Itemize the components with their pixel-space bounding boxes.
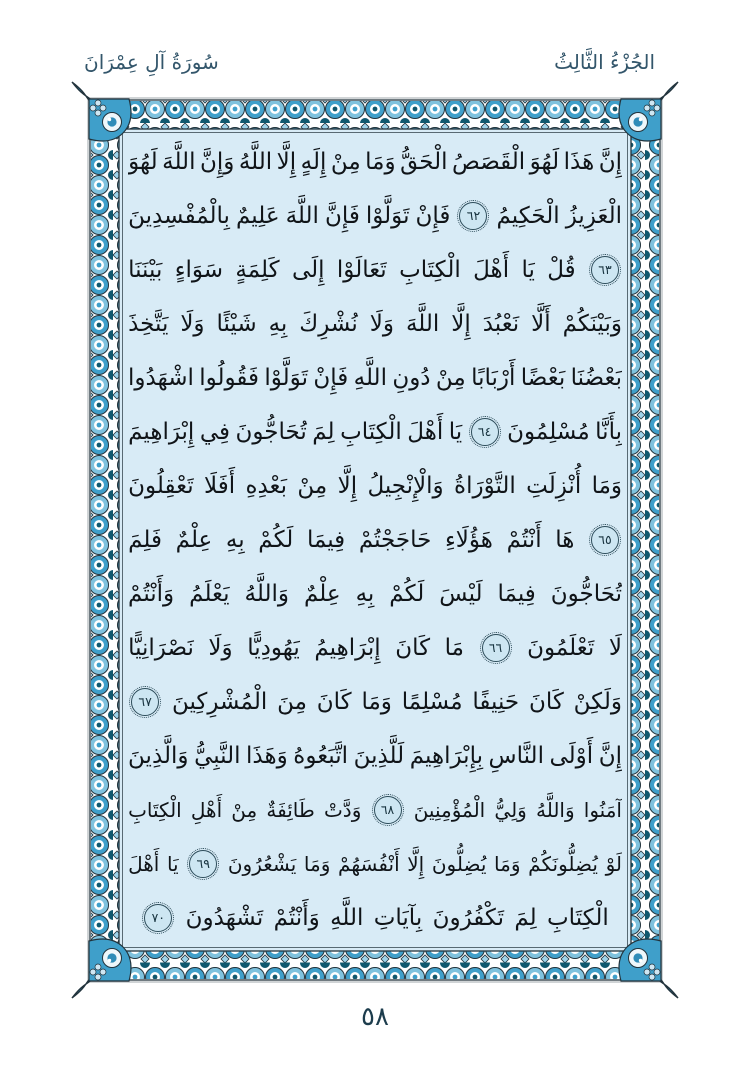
quran-line bbox=[128, 406, 622, 458]
ayah-text: وَهَذَا bbox=[246, 743, 288, 769]
ayah-text: وَأَنْتُمْ bbox=[273, 905, 320, 931]
ayah-text: اللَّهُ bbox=[238, 149, 273, 175]
quran-line bbox=[128, 892, 622, 944]
ayah-text: الْكِتَابِ bbox=[399, 257, 461, 283]
ayah-text: مُسْلِمًا bbox=[401, 689, 463, 715]
ayah-text: بِهِ bbox=[225, 527, 245, 553]
ayah-text: وَلَا bbox=[180, 311, 205, 337]
ayah-text: الْمُؤْمِنِينَ bbox=[413, 798, 486, 822]
quran-line bbox=[128, 298, 622, 350]
ayah-text: أَفَلَا bbox=[203, 473, 236, 499]
ayah-text: فَإِنَّ bbox=[324, 203, 360, 229]
ayah-text: هَؤُلَاءِ bbox=[444, 527, 493, 553]
ayah-text: كَانَ bbox=[395, 635, 431, 661]
ayah-text: إِنَّ bbox=[598, 743, 622, 769]
ayah-text: أَهْلَ bbox=[473, 257, 510, 283]
ayah-text: تُحَاجُّونَ bbox=[235, 419, 307, 445]
header-juz-label: الجُزْءُ الثَّالِثُ bbox=[554, 50, 655, 74]
ayah-text: يُضِلُّونَكُمْ bbox=[528, 852, 598, 876]
ayah-marker bbox=[131, 688, 159, 716]
ayah-text: بِآيَاتِ bbox=[373, 905, 423, 931]
ayah-text: وَلَكِنْ bbox=[573, 689, 622, 715]
ayah-marker bbox=[189, 850, 217, 878]
ayah-text: الْقَصَصُ bbox=[452, 149, 526, 175]
ayah-text: أَهْلِ bbox=[190, 798, 223, 822]
ayah-text: التَّوْرَاةُ bbox=[454, 473, 516, 499]
ayah-text: لَهُوَ bbox=[128, 149, 158, 175]
quran-line bbox=[128, 622, 622, 674]
ayah-text: مِنْ bbox=[330, 149, 361, 175]
ayah-text: لَكُمْ bbox=[258, 527, 294, 553]
ayah-text: اللَّهَ bbox=[405, 311, 440, 337]
ayah-text: فِيمَا bbox=[497, 581, 536, 607]
ayah-text: وَإِنَّ bbox=[199, 149, 235, 175]
ayah-text: لِمَ bbox=[312, 419, 335, 445]
ayah-text: تَعْلَمُونَ bbox=[527, 635, 595, 661]
ayah-text: لَهُوَ bbox=[529, 149, 560, 175]
ayah-text: أَلَّا bbox=[531, 311, 551, 337]
ayah-text: وَلَا bbox=[369, 311, 395, 337]
ayah-text: نُشْرِكَ bbox=[299, 311, 358, 337]
ayah-text: تَوَلَّوْا bbox=[264, 365, 308, 391]
ayah-number: ٧٠ bbox=[151, 909, 165, 925]
ayah-text: فِيمَا bbox=[306, 527, 346, 553]
ayah-marker bbox=[482, 634, 510, 662]
ayah-text: بِالْمُفْسِدِينَ bbox=[128, 203, 230, 229]
ayah-marker bbox=[459, 202, 487, 230]
ayah-text: فَقُولُوا bbox=[199, 365, 260, 391]
ayah-text: إِبْرَاهِيمَ bbox=[128, 419, 195, 445]
ayah-text: وَاللَّهُ bbox=[244, 581, 289, 607]
ayah-text: يُضِلُّونَ bbox=[431, 852, 487, 876]
ayah-text: تَعَالَوْا bbox=[336, 257, 387, 283]
ayah-text: حَاجَجْتُمْ bbox=[358, 527, 432, 553]
ayah-number: ٦٧ bbox=[138, 693, 152, 709]
ayah-text: اشْهَدُوا bbox=[128, 365, 194, 391]
ayah-text: بِأَنَّا bbox=[595, 419, 622, 445]
quran-line bbox=[128, 136, 622, 188]
quran-line bbox=[128, 730, 622, 782]
mushaf-text-panel bbox=[119, 129, 631, 951]
ayah-text: نَصْرَانِيًّا bbox=[128, 635, 194, 661]
ayah-text: الْحَكِيمُ bbox=[496, 203, 560, 229]
quran-line bbox=[128, 352, 622, 404]
ayah-text: مِنْ bbox=[231, 798, 258, 822]
ayah-number: ٦٢ bbox=[466, 207, 481, 223]
ayah-text: اللَّهِ bbox=[330, 905, 364, 931]
ayah-text: أُنْزِلَتِ bbox=[526, 473, 582, 499]
ayah-text: وَالَّذِينَ bbox=[128, 743, 189, 769]
ayah-text: بَيْنَنَا bbox=[128, 257, 163, 283]
ayah-text: مِنْ bbox=[435, 365, 466, 391]
ayah-text: إِلَّا bbox=[451, 311, 471, 337]
ayah-text: إِنَّ bbox=[598, 149, 622, 175]
ayah-text: إِلَّا bbox=[276, 149, 297, 175]
ayah-text: وَلِيُّ bbox=[494, 798, 527, 822]
ayah-text: وَلَا bbox=[208, 635, 233, 661]
ayah-text: تَكْفُرُونَ bbox=[432, 905, 505, 931]
ayah-text: وَمَا bbox=[494, 852, 521, 876]
ayah-text: هَا bbox=[555, 527, 575, 553]
ayah-text: الْحَقُّ bbox=[400, 149, 448, 175]
ayah-text: كَانَ bbox=[528, 689, 564, 715]
ayah-text: فَلِمَ bbox=[128, 527, 163, 553]
header-surah-label: سُورَةُ آلِ عِمْرَانَ bbox=[84, 50, 219, 74]
ayah-marker bbox=[591, 526, 619, 554]
ayah-text: إِبْرَاهِيمُ bbox=[314, 635, 381, 661]
ayah-text: بِهِ bbox=[355, 581, 375, 607]
ayah-text: وَأَنْتُمْ bbox=[128, 581, 175, 607]
ayah-text: مُسْلِمُونَ bbox=[507, 419, 590, 445]
ayah-text: كَلِمَةٍ bbox=[235, 257, 280, 283]
ayah-text: الْمُشْرِكِينَ bbox=[171, 689, 268, 715]
ayah-text: إِلَى bbox=[291, 257, 325, 283]
ayah-text: اللَّهَ bbox=[162, 149, 196, 175]
ayah-text: فَإِنْ bbox=[313, 365, 349, 391]
ayah-text: اللَّهَ bbox=[285, 203, 319, 229]
ayah-text: وَمَا bbox=[591, 473, 622, 499]
ayah-text: الْعَزِيزُ bbox=[565, 203, 622, 229]
ayah-text: أَنْفُسَهُمْ bbox=[338, 852, 400, 876]
ayah-text: وَمَا bbox=[365, 149, 396, 175]
ayah-text: وَمَا bbox=[303, 852, 331, 876]
ayah-text: قُلْ bbox=[547, 257, 576, 283]
ayah-text: بَعْدِهِ bbox=[245, 473, 288, 499]
ayah-text: يَهُودِيًّا bbox=[247, 635, 300, 661]
ayah-text: سَوَاءٍ bbox=[174, 257, 224, 283]
quran-line bbox=[128, 514, 622, 566]
ayah-number: ٦٥ bbox=[598, 531, 612, 547]
ayah-text: كَانَ bbox=[316, 689, 352, 715]
ayah-text: آمَنُوا bbox=[583, 798, 622, 822]
ayah-text: فَإِنْ bbox=[415, 203, 451, 229]
ayah-text: لِمَ bbox=[514, 905, 537, 931]
ayah-text: لَيْسَ bbox=[439, 581, 483, 607]
ayah-text: لَا bbox=[608, 635, 622, 661]
ayah-number: ٦٤ bbox=[477, 423, 492, 439]
ayah-marker bbox=[144, 904, 172, 932]
quran-line bbox=[128, 244, 622, 296]
ayah-text: نَعْبُدَ bbox=[482, 311, 520, 337]
ayah-text: هَذَا bbox=[563, 149, 595, 175]
ayah-text: لَكُمْ bbox=[389, 581, 425, 607]
ayah-text: اتَّبَعُوهُ bbox=[293, 743, 349, 769]
ayah-text: مِنْ bbox=[297, 473, 328, 499]
ayah-text: الْكِتَابِ bbox=[340, 419, 402, 445]
ayah-text: أَرْبَابًا bbox=[471, 365, 516, 391]
quran-line bbox=[128, 784, 622, 836]
ayah-number: ٦٦ bbox=[488, 639, 503, 655]
ayah-text: تَعْقِلُونَ bbox=[128, 473, 194, 499]
ayah-text: لَلَّذِينَ bbox=[353, 743, 405, 769]
ayah-text: طَائِفَةٌ bbox=[266, 798, 315, 822]
ayah-text: فِي bbox=[199, 419, 230, 445]
ayah-text: يَعْلَمُ bbox=[189, 581, 230, 607]
quran-line bbox=[128, 838, 622, 890]
ayah-text: مِنَ bbox=[277, 689, 307, 715]
ayah-text: وَالْإِنْجِيلُ bbox=[367, 473, 444, 499]
ayah-text: تُحَاجُّونَ bbox=[550, 581, 622, 607]
ayah-number: ٦٩ bbox=[196, 855, 210, 871]
ayah-text: دُونِ bbox=[392, 365, 431, 391]
ayah-text: إِلَّا bbox=[337, 473, 358, 499]
ayah-text: تَوَلَّوْا bbox=[365, 203, 410, 229]
ayah-text: بَعْضُنَا bbox=[570, 365, 622, 391]
ayah-text: بِإِبْرَاهِيمَ bbox=[409, 743, 483, 769]
ayah-text: اللَّهِ bbox=[353, 365, 387, 391]
ayah-text: تَشْهَدُونَ bbox=[185, 905, 264, 931]
ayah-text: يَا bbox=[166, 852, 179, 876]
ayah-marker bbox=[471, 418, 499, 446]
ayah-marker bbox=[591, 256, 619, 284]
ayah-text: النَّاسِ bbox=[488, 743, 544, 769]
ayah-text: يَا bbox=[521, 257, 535, 283]
ayah-text: أَوْلَى bbox=[549, 743, 594, 769]
ayah-text: أَنْتُمْ bbox=[506, 527, 542, 553]
ayah-text: يَشْعُرُونَ bbox=[227, 852, 297, 876]
ayah-text: وَاللَّهُ bbox=[535, 798, 575, 822]
ayah-text: الْكِتَابِ bbox=[547, 905, 609, 931]
ayah-text: أَهْلَ bbox=[407, 419, 444, 445]
ayah-text: عَلِيمٌ bbox=[235, 203, 280, 229]
ayah-number: ٦٨ bbox=[380, 801, 395, 817]
ayah-text: إِلَّا bbox=[407, 852, 425, 876]
ayah-text: النَّبِيُّ bbox=[194, 743, 241, 769]
ayah-text: عِلْمٌ bbox=[175, 527, 213, 553]
ayah-text: شَيْئًا bbox=[216, 311, 257, 337]
ayah-text: إِلَهٍ bbox=[300, 149, 327, 175]
ayah-text: حَنِيفًا bbox=[472, 689, 520, 715]
ayah-text: بِهِ bbox=[268, 311, 288, 337]
ayah-text: يَتَّخِذَ bbox=[128, 311, 169, 337]
ayah-text: مَا bbox=[444, 635, 464, 661]
ayah-text: لَوْ bbox=[605, 852, 622, 876]
ayah-text: يَا bbox=[448, 419, 463, 445]
ayah-text: وَبَيْنَكُمْ bbox=[562, 311, 622, 337]
ayah-text: وَدَّتْ bbox=[323, 798, 362, 822]
quran-line bbox=[128, 676, 622, 728]
ayah-marker bbox=[374, 796, 402, 824]
quran-line bbox=[128, 568, 622, 620]
ayah-text: وَمَا bbox=[361, 689, 392, 715]
quran-line bbox=[128, 190, 622, 242]
ayah-text: الْكِتَابِ bbox=[128, 798, 182, 822]
ayah-text: عِلْمٌ bbox=[303, 581, 341, 607]
ayah-number: ٦٣ bbox=[598, 261, 612, 277]
ayah-text: أَهْلَ bbox=[128, 852, 160, 876]
ayah-text: بَعْضًا bbox=[520, 365, 566, 391]
quran-line bbox=[128, 460, 622, 512]
page-number: ٥٨ bbox=[361, 1002, 389, 1032]
